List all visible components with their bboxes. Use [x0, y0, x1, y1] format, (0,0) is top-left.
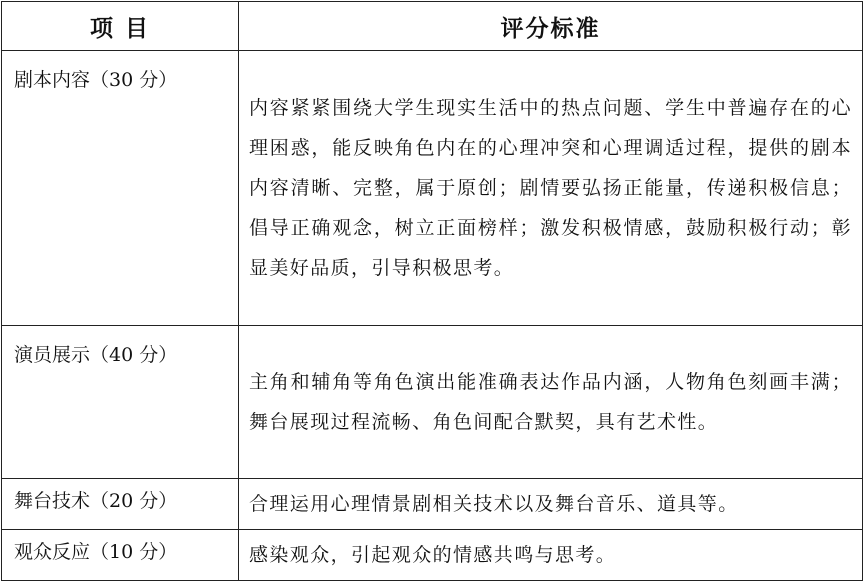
- header-criteria: 评分标准: [239, 2, 863, 51]
- row-criteria-audience-reaction: 感染观众，引起观众的情感共鸣与思考。: [239, 530, 863, 581]
- table-row: [2, 51, 863, 326]
- table-header-row: [2, 2, 863, 51]
- scoring-rubric-table: [1, 1, 863, 581]
- row-criteria-stage-technique: 合理运用心理情景剧相关技术以及舞台音乐、道具等。: [239, 479, 863, 530]
- row-item-actor-performance: 演员展示（40 分）: [2, 326, 239, 479]
- row-criteria-actor-performance: 主角和辅角等角色演出能准确表达作品内涵，人物角色刻画丰满；舞台展现过程流畅、角色间配合默契，具有艺术性。: [239, 326, 863, 479]
- table-row: [2, 530, 863, 581]
- table-row: [2, 326, 863, 479]
- header-item: 项 目: [2, 2, 239, 51]
- row-criteria-script-content: 内容紧紧围绕大学生现实生活中的热点问题、学生中普遍存在的心理困惑，能反映角色内在的心理冲突和心理调适过程，提供的剧本内容清晰、完整，属于原创；剧情要弘扬正能量，传递积极信息；倡导正确观念，树立正面榜样；激发积极情感，鼓励积极行动；彰显美好品质，引导积极思考。: [239, 51, 863, 326]
- row-item-script-content: 剧本内容（30 分）: [2, 51, 239, 326]
- table-row: [2, 479, 863, 530]
- row-item-audience-reaction: 观众反应（10 分）: [2, 530, 239, 581]
- row-item-stage-technique: 舞台技术（20 分）: [2, 479, 239, 530]
